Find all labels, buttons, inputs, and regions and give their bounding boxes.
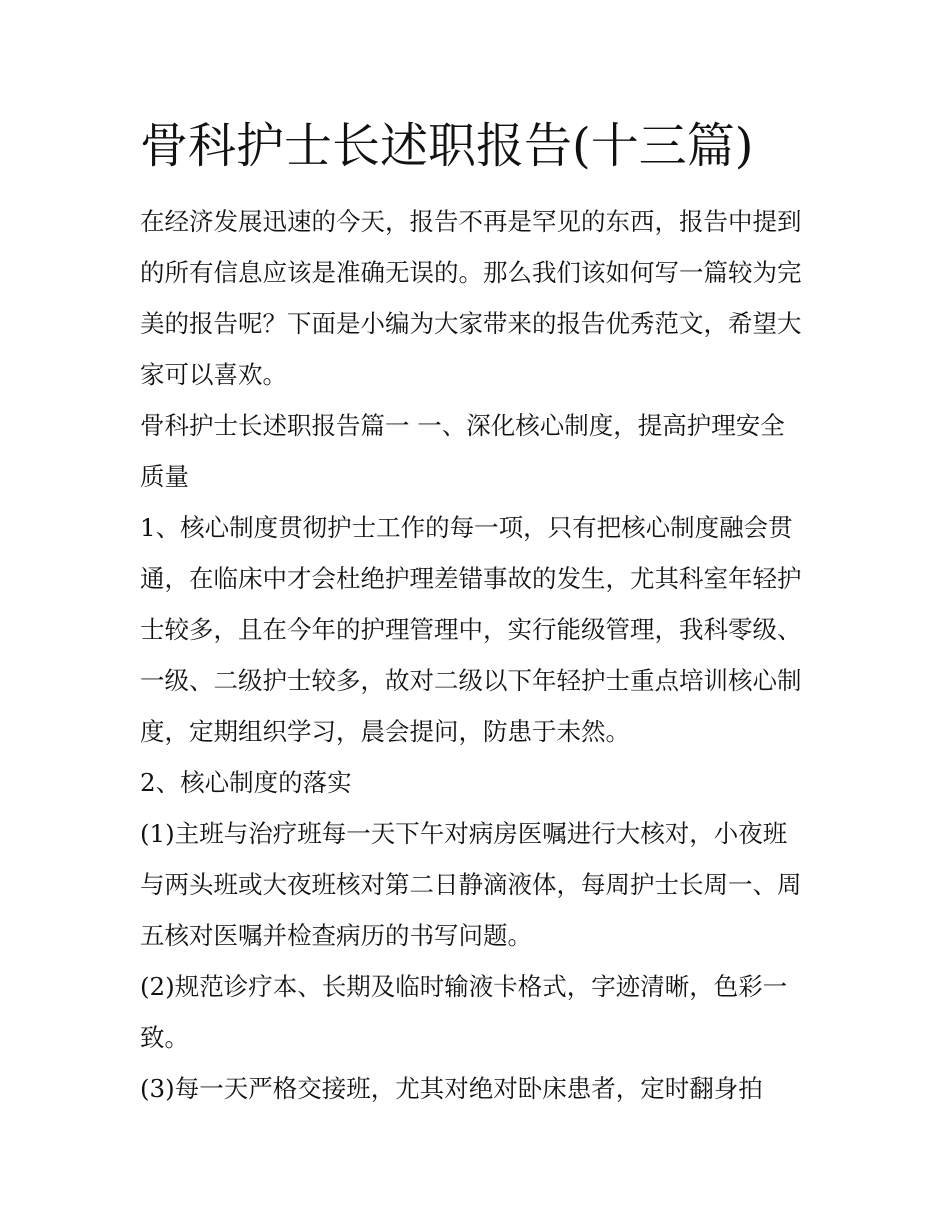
text-line: 通，在临床中才会杜绝护理差错事故的发生，尤其科室年轻护: [140, 564, 802, 593]
document-title: 骨科护士长述职报告(十三篇): [140, 118, 754, 174]
text-line: 质量: [140, 462, 189, 491]
text-line: (3)每一天严格交接班，尤其对绝对卧床患者，定时翻身拍: [140, 1074, 763, 1103]
text-line: 一级、二级护士较多，故对二级以下年轻护士重点培训核心制: [140, 666, 802, 695]
text-line: 在经济发展迅速的今天，报告不再是罕见的东西，报告中提到: [140, 207, 802, 236]
paragraph-subitem-2: [140, 961, 820, 1063]
document-body: [140, 196, 820, 1114]
paragraph-item-1: [140, 502, 820, 757]
paragraph-item-2: [140, 757, 820, 808]
paragraph-subitem-3: [140, 1063, 820, 1114]
text-line: 度，定期组织学习，晨会提问，防患于未然。: [140, 717, 630, 746]
text-line: (1)主班与治疗班每一天下午对病房医嘱进行大核对，小夜班: [140, 819, 788, 848]
paragraph-subitem-1: [140, 808, 820, 961]
paragraph-intro: [140, 196, 820, 400]
text-line: 美的报告呢？下面是小编为大家带来的报告优秀范文，希望大: [140, 309, 802, 338]
paragraph-section-heading: [140, 400, 820, 502]
text-line: 骨科护士长述职报告篇一 一、深化核心制度，提高护理安全: [140, 411, 785, 440]
text-line: 的所有信息应该是准确无误的。那么我们该如何写一篇较为完: [140, 258, 802, 287]
text-line: 1、核心制度贯彻护士工作的每一项，只有把核心制度融会贯: [140, 513, 793, 542]
text-line: 2、核心制度的落实: [140, 768, 352, 797]
text-line: 五核对医嘱并检查病历的书写问题。: [140, 921, 532, 950]
text-line: 致。: [140, 1023, 189, 1052]
text-line: 士较多，且在今年的护理管理中，实行能级管理，我科零级、: [140, 615, 802, 644]
text-line: (2)规范诊疗本、长期及临时输液卡格式，字迹清晰，色彩一: [140, 972, 788, 1001]
text-line: 与两头班或大夜班核对第二日静滴液体，每周护士长周一、周: [140, 870, 802, 899]
text-line: 家可以喜欢。: [140, 360, 287, 389]
